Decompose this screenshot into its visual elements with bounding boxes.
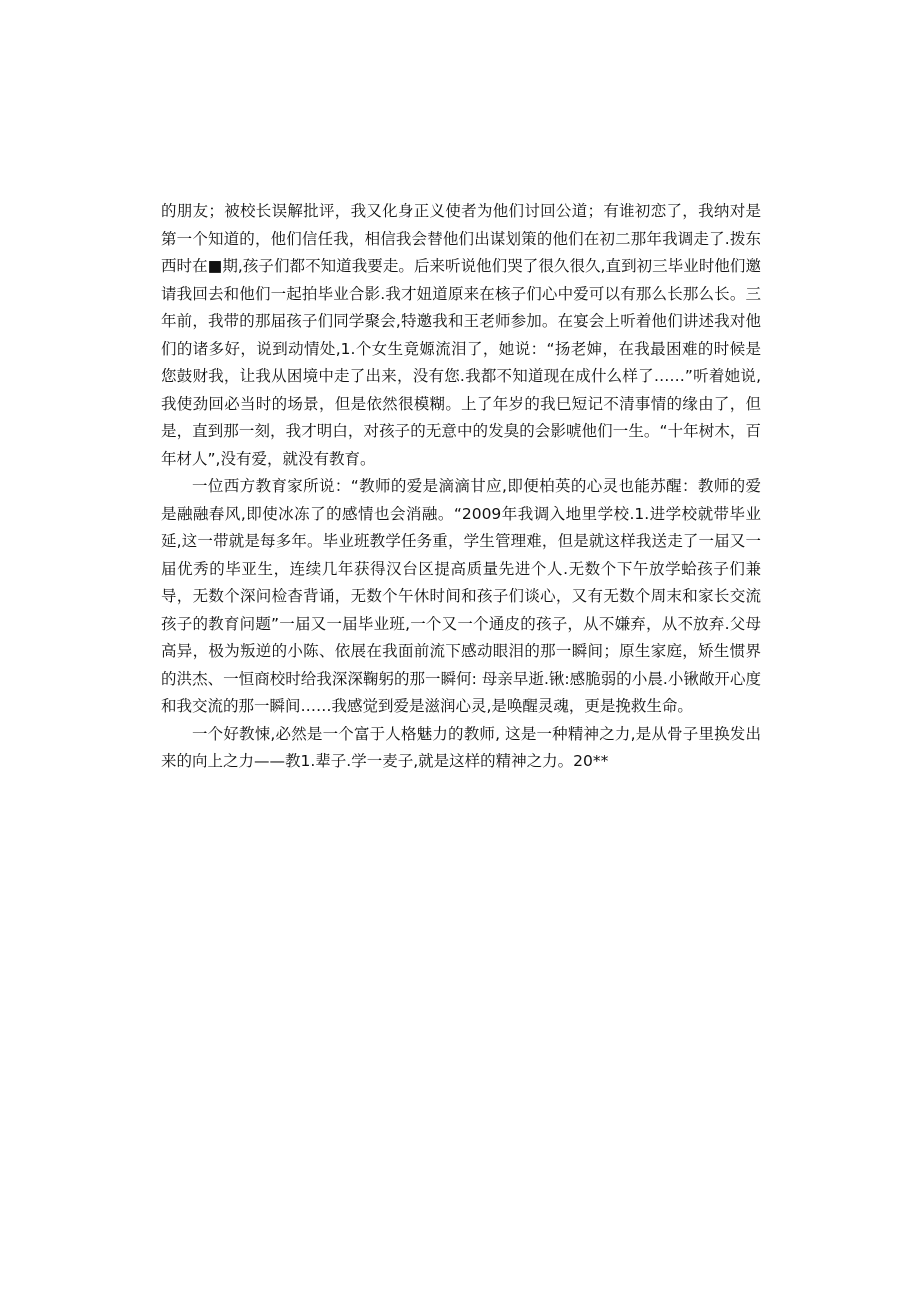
paragraph-2: 一位西方教育家所说：“教师的爱是滴滴甘应,即便柏英的心灵也能苏醒：教师的爱是融融春风,即使冰冻了的感情也会消融。“2009年我调入地里学校.1.进学校就带毕业延,这一带就是每多年。毕业班教学任务重，学生管理难，但是就这样我送走了一届又一届优秀的毕亚生，连续几年获得汉台区提高质量先进个人.无数个下午放学蛤孩子们兼导，无数个深问检杳背诵，无数个午休时间和孩子们谈心，又有无数个周末和家长交流孩子的教育问题”一届又一届毕业班,一个又一个通皮的孩子，从不嫌弃，从不放弃.父母高异，极为叛逆的小陈、依展在我面前流下感动眼泪的那一瞬间；原生家庭，矫生惯界的洪杰、一恒商校时给我深深鞠躬的那一瞬何: 母亲早逝.锹:感脆弱的小晨.小锹敞开心度和我交流的那一瞬间……我感觉到爱是滋润心灵,是唤醒灵魂，更是挽救生命。 (161, 477, 761, 715)
paragraph-1: 的朋友；被校长误解批评，我又化身正义使者为他们讨回公道；有谁初恋了，我纳对是第一个知道的，他们信任我，相信我会替他们出谋划策的他们在初二那年我调走了.拨东西时在■期,孩子们都不知道我要走。后来听说他们哭了很久很久,直到初三毕业时他们邀请我回去和他们一起拍毕业合影.我才妞道原来在核子们心中爱可以有那么长那么长。三年前，我带的那届孩子们同学聚会,特邀我和王老师参加。在宴会上听着他们讲述我对他们的诸多好，说到动情处,1.个女生竟嫄流泪了，她说：“扬老婶，在我最困难的时候是您鼓财我，让我从困境中走了出来，没有您.我都不知道现在成什么样了……”听着她说,我使劲回必当时的场景，但是依然很模糊。上了年岁的我巳短记不清事情的缘由了，但是，直到那一刻，我才明白，对孩子的无意中的发臭的会影唬他们一生。“十年树木，百年材人”,没有爱，就没有教育。 (161, 202, 761, 468)
paragraph-3: 一个好教悚,必然是一个富于人格魅力的教师, 这是一种精神之力,是从骨子里换发出来的向上之力——教1.辈子.学一麦子,就是这样的精神之力。20** (161, 724, 761, 770)
document-body (161, 198, 761, 776)
